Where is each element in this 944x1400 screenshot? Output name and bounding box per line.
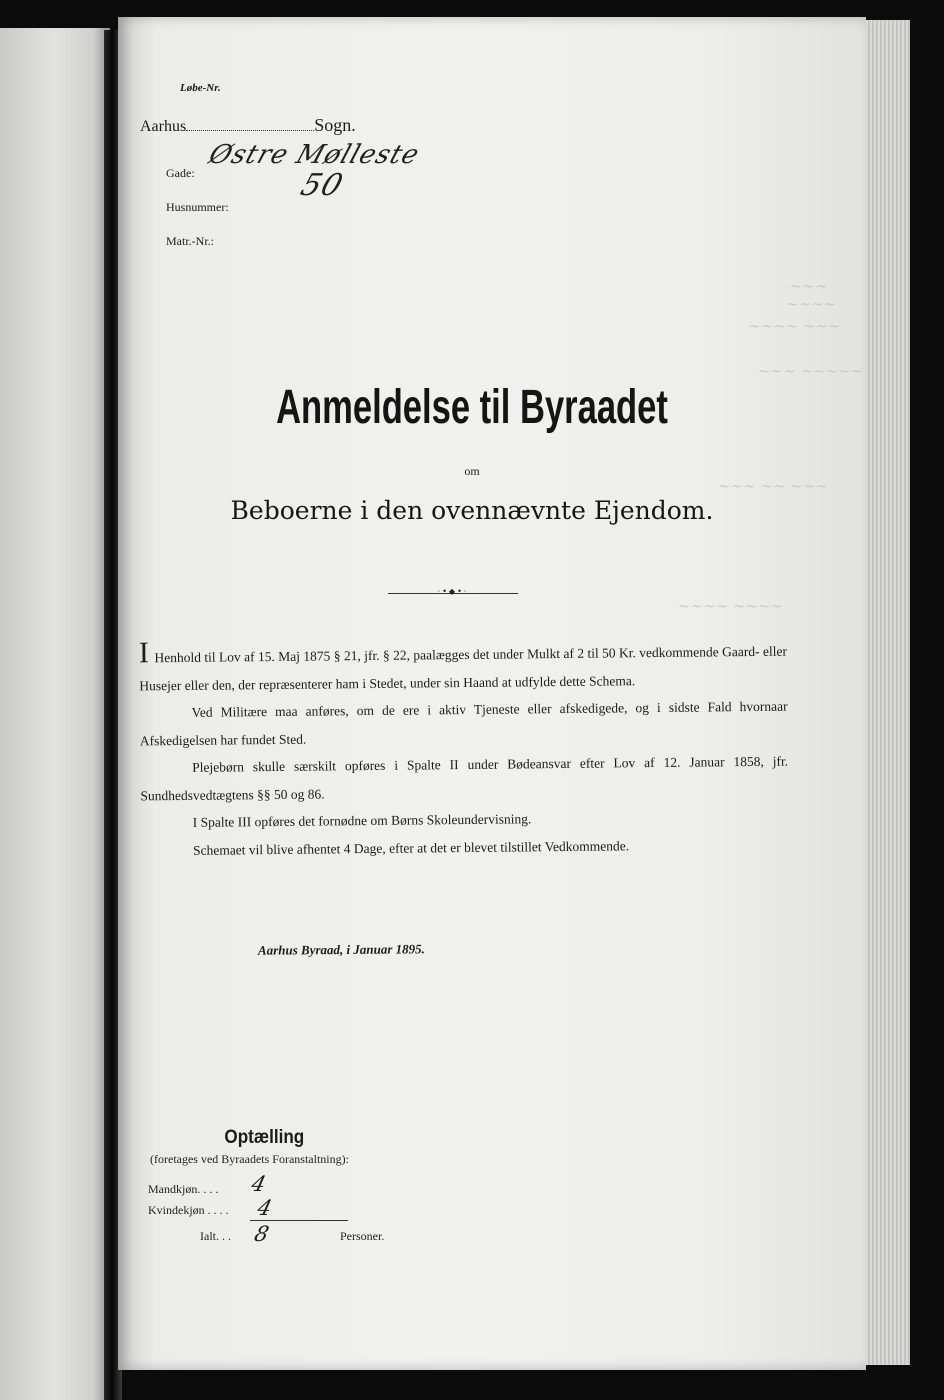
bleed-through-mark: ~~~ ~~ ~~~ xyxy=(716,477,831,495)
instruction-paragraph: Plejebørn skulle særskilt opføres i Spalte II under Bødeansvar efter Lov af 12. Januar 1858, jfr. Sundhedsvedtægtens §§ 50 og 86. xyxy=(140,753,789,803)
women-count: 4 xyxy=(255,1196,275,1220)
city-name: Aarhus xyxy=(140,118,187,135)
instruction-text: Henhold til Lov af 15. Maj 1875 § 21, jfr. § 22, paalægges det under Mulkt af 2 til 50 Kr. vedkommende Gaard- eller Husejer eller den, der repræsenterer ham i Stedet, under sin Haand at udfylde dette Schema. xyxy=(139,643,788,693)
persons-label: Personer. xyxy=(340,1229,385,1243)
bleed-through-mark: ~~~~ ~~~~ xyxy=(676,597,786,615)
count-note: (foretages ved Byraadets Foranstaltning): xyxy=(150,1152,349,1166)
gade-value: Østre Mølleste xyxy=(205,140,424,170)
matr-label: Matr.-Nr.: xyxy=(166,234,214,248)
gade-label: Gade: xyxy=(166,166,195,180)
page-title: Anmeldelse til Byraadet xyxy=(276,381,668,434)
instruction-paragraph: Schemaet vil blive afhentet 4 Dage, efter at det er blevet tilstillet Vedkommende. xyxy=(192,837,630,858)
left-page xyxy=(0,28,110,1400)
sum-line xyxy=(250,1220,348,1221)
parish-line xyxy=(140,115,356,136)
page-subtitle: Beboerne i den ovennævnte Ejendom. xyxy=(230,496,714,525)
husnummer-label: Husnummer: xyxy=(166,200,229,214)
husnummer-value: 50 xyxy=(296,168,348,203)
signoff: Aarhus Byraad, i Januar 1895. xyxy=(257,941,425,958)
title-connector: om xyxy=(464,464,480,478)
men-label: Mandkjøn. . . . xyxy=(148,1182,219,1196)
total-label: Ialt. . . xyxy=(200,1229,231,1243)
instruction-paragraph xyxy=(139,637,788,700)
sogn-label: Sogn. xyxy=(314,115,356,135)
instructions xyxy=(139,637,789,865)
instruction-paragraph: Ved Militære maa anføres, om de ere i aktiv Tjeneste eller afskedigede, og i sidste Fald hvornaar Afskedigelsen har fundet Sted. xyxy=(139,698,788,748)
bleed-through-mark: ~~~ ~~~~ xyxy=(784,277,839,313)
drop-cap: I xyxy=(138,636,150,670)
page-edges xyxy=(862,20,910,1365)
men-count: 4 xyxy=(249,1172,269,1196)
parish-fill-line xyxy=(186,130,314,131)
count-title: Optælling xyxy=(224,1127,305,1148)
instruction-paragraph: I Spalte III opføres det fornødne om Børns Skoleundervisning. xyxy=(192,811,532,830)
bleed-through-mark: ~~~~ ~~~ xyxy=(746,317,843,335)
bleed-through-mark: ~~~ ~~~~~ xyxy=(756,362,866,380)
lobe-nr-label: Løbe-Nr. xyxy=(180,82,221,94)
ornament-glyph: ·•◆•· xyxy=(437,587,469,596)
women-label: Kvindekjøn . . . . xyxy=(148,1203,229,1217)
total-count: 8 xyxy=(252,1222,272,1246)
